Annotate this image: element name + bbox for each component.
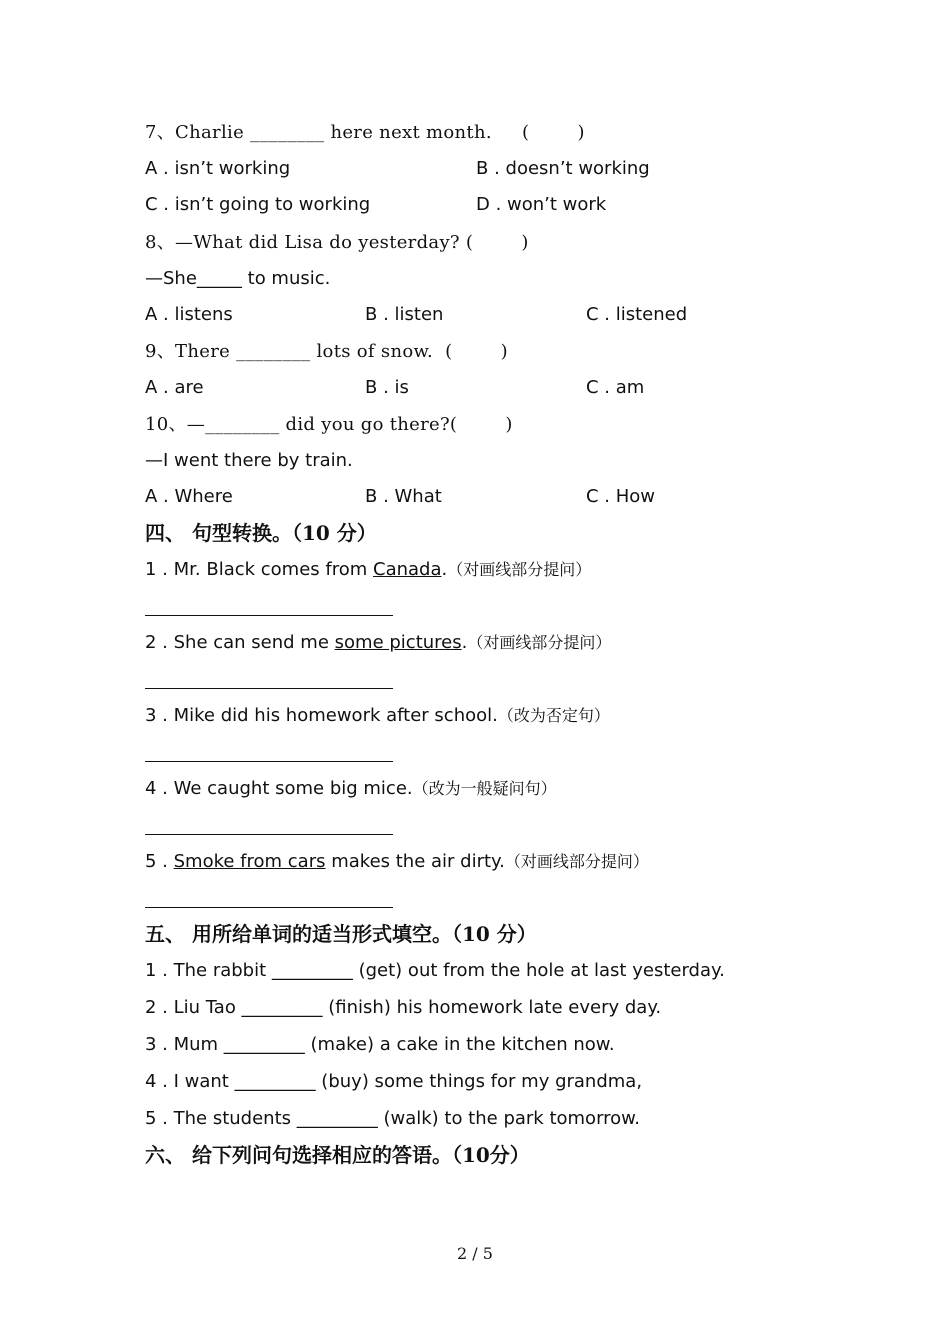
q9-stem: 9、There ________ lots of snow. ( ) (145, 341, 508, 362)
q7-option-c: C . isn’t going to working (145, 194, 371, 215)
q10-option-b: B . What (365, 486, 442, 507)
page-number: 2 / 5 (457, 1244, 493, 1263)
section-5-item-3: 3 . Mum _________ (make) a cake in the kitchen now. (145, 1034, 615, 1055)
section-5-item-4: 4 . I want _________ (buy) some things for my grandma, (145, 1071, 643, 1092)
q8-option-c: C . listened (586, 304, 688, 325)
section-6-title: 六、 给下列问句选择相应的答语。（10分） (145, 1143, 530, 1167)
underlined-part: Canada (373, 559, 442, 580)
answer-line-1[interactable] (145, 615, 393, 616)
q8-option-b: B . listen (365, 304, 444, 325)
q7-option-d: D . won’t work (476, 194, 607, 215)
q9-option-c: C . am (586, 377, 645, 398)
q7-stem: 7、Charlie ________ here next month. ( ) (145, 122, 585, 143)
answer-line-4[interactable] (145, 834, 393, 835)
q8-stem: 8、—What did Lisa do yesterday? ( ) (145, 232, 529, 253)
section-4-item-5: 5 . Smoke from cars makes the air dirty.（对画线部分提问） (145, 851, 649, 872)
underlined-part: Smoke from cars (173, 851, 326, 872)
q9-option-a: A . are (145, 377, 204, 398)
q7-option-b: B . doesn’t working (476, 158, 650, 179)
q9-option-b: B . is (365, 377, 409, 398)
section-5-item-2: 2 . Liu Tao _________ (finish) his homework late every day. (145, 997, 662, 1018)
q8-reply: —She_____ to music. (145, 268, 331, 289)
instruction-note: （对画线部分提问） (504, 852, 649, 871)
answer-line-2[interactable] (145, 688, 393, 689)
q10-option-c: C . How (586, 486, 656, 507)
answer-line-5[interactable] (145, 907, 393, 908)
instruction-note: （改为一般疑问句） (412, 779, 557, 798)
answer-line-3[interactable] (145, 761, 393, 762)
q10-option-a: A . Where (145, 486, 233, 507)
instruction-note: （对画线部分提问） (467, 633, 612, 652)
section-4-item-2: 2 . She can send me some pictures.（对画线部分提问） (145, 632, 612, 653)
section-4-item-4: 4 . We caught some big mice.（改为一般疑问句） (145, 778, 557, 799)
instruction-note: （对画线部分提问） (447, 560, 592, 579)
q8-option-a: A . listens (145, 304, 233, 325)
q10-stem: 10、—________ did you go there?( ) (145, 414, 513, 435)
section-4-item-1: 1 . Mr. Black comes from Canada.（对画线部分提问） (145, 559, 592, 580)
section-4-item-3: 3 . Mike did his homework after school.（改为否定句） (145, 705, 610, 726)
section-4-title: 四、 句型转换。（10 分） (145, 521, 377, 545)
underlined-part: some pictures (334, 632, 462, 653)
instruction-note: （改为否定句） (497, 706, 610, 725)
q10-reply: —I went there by train. (145, 450, 353, 471)
section-5-title: 五、 用所给单词的适当形式填空。（10 分） (145, 922, 537, 946)
q7-option-a: A . isn’t working (145, 158, 291, 179)
section-5-item-1: 1 . The rabbit _________ (get) out from the hole at last yesterday. (145, 960, 725, 981)
section-5-item-5: 5 . The students _________ (walk) to the park tomorrow. (145, 1108, 640, 1129)
